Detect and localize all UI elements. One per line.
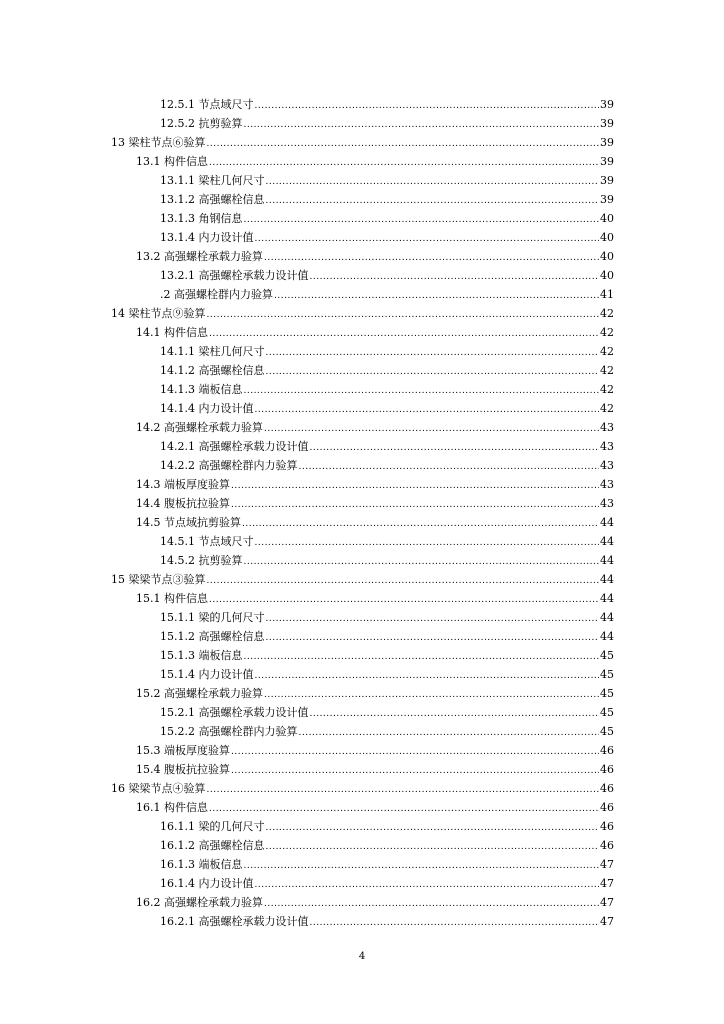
toc-entry-page: 40 [600,250,614,263]
toc-entry[interactable] [0,456,724,475]
toc-entry[interactable] [0,323,724,342]
toc-entry-page: 44 [600,573,614,586]
toc-entry-page: 47 [600,896,614,909]
toc-entry-page: 44 [600,611,614,624]
toc-entry-page: 40 [600,269,614,282]
toc-entry-page: 42 [600,364,614,377]
toc-entry-title: 14 梁柱节点⑨验算 [111,307,206,320]
toc-entry-title: 14.2 高强螺栓承载力验算 [136,421,263,434]
toc-entry[interactable] [0,684,724,703]
toc-entry-page: 45 [600,706,614,719]
toc-entry-page: 43 [600,497,614,510]
toc-entry-page: 44 [600,516,614,529]
toc-entry-page: 39 [600,136,614,149]
toc-entry[interactable] [0,171,724,190]
toc-entry-page: 42 [600,345,614,358]
toc-entry-title: 14.1.4 内力设计值 [160,402,254,415]
toc-entry-page: 42 [600,402,614,415]
toc-entry[interactable] [0,760,724,779]
toc-entry-page: 45 [600,668,614,681]
toc-entry-page: 46 [600,839,614,852]
toc-entry[interactable] [0,361,724,380]
toc-entry-title: 16.1.2 高强螺栓信息 [160,839,265,852]
toc-entry-page: 39 [600,98,614,111]
toc-entry[interactable] [0,95,724,114]
toc-entry-title: 14.2.1 高强螺栓承载力设计值 [160,440,309,453]
table-of-contents [0,95,724,931]
toc-entry-title: 13.2 高强螺栓承载力验算 [136,250,263,263]
toc-entry[interactable] [0,874,724,893]
toc-entry-title: 14.2.2 高强螺栓群内力验算 [160,459,298,472]
toc-entry-page: 43 [600,440,614,453]
toc-entry-title: 13 梁柱节点⑥验算 [111,136,206,149]
toc-entry-title: 15.1 构件信息 [136,592,208,605]
toc-entry[interactable] [0,665,724,684]
toc-entry-page: 44 [600,535,614,548]
toc-entry[interactable] [0,627,724,646]
toc-entry[interactable] [0,114,724,133]
toc-entry-title: 14.5.2 抗剪验算 [160,554,243,567]
toc-entry[interactable] [0,722,724,741]
toc-entry-page: 46 [600,763,614,776]
toc-entry-title: 16 梁梁节点④验算 [111,782,206,795]
toc-entry-page: 46 [600,782,614,795]
toc-entry[interactable] [0,190,724,209]
page-number: 4 [358,951,366,962]
toc-entry-title: 16.1.4 内力设计值 [160,877,254,890]
toc-entry-title: 16.1 构件信息 [136,801,208,814]
toc-entry[interactable] [0,912,724,931]
toc-entry-title: 15.2 高强螺栓承载力验算 [136,687,263,700]
toc-entry[interactable] [0,893,724,912]
toc-leader-dots [309,914,599,933]
toc-entry-title: 13.1.4 内力设计值 [160,231,254,244]
toc-entry-title: 13.2.1 高强螺栓承载力设计值 [160,269,309,282]
toc-entry-page: 46 [600,744,614,757]
toc-entry-title: 12.5.2 抗剪验算 [160,117,243,130]
toc-entry[interactable] [0,532,724,551]
toc-entry[interactable] [0,304,724,323]
toc-entry-page: 41 [600,288,614,301]
toc-entry-page: 44 [600,592,614,605]
toc-entry-title: 13.1.2 高强螺栓信息 [160,193,265,206]
toc-entry[interactable] [0,817,724,836]
toc-entry-title: 15.1.3 端板信息 [160,649,243,662]
toc-entry-title: 15.2.1 高强螺栓承载力设计值 [160,706,309,719]
toc-entry-page: 39 [600,193,614,206]
toc-entry[interactable] [0,646,724,665]
toc-entry[interactable] [0,399,724,418]
toc-entry-title: .2 高强螺栓群内力验算 [160,288,273,301]
toc-entry-page: 47 [600,877,614,890]
toc-entry-page: 39 [600,174,614,187]
toc-entry[interactable] [0,589,724,608]
toc-entry[interactable] [0,285,724,304]
toc-entry-page: 42 [600,326,614,339]
toc-entry-title: 14.3 端板厚度验算 [136,478,230,491]
toc-entry-title: 12.5.1 节点域尺寸 [160,98,254,111]
toc-entry-page: 45 [600,687,614,700]
toc-entry[interactable] [0,342,724,361]
toc-entry-page: 42 [600,383,614,396]
toc-entry-title: 15.3 端板厚度验算 [136,744,230,757]
toc-entry-page: 42 [600,307,614,320]
toc-entry-title: 15 梁梁节点③验算 [111,573,206,586]
toc-entry[interactable] [0,836,724,855]
toc-entry-title: 13.1.3 角钢信息 [160,212,243,225]
toc-entry[interactable] [0,266,724,285]
toc-entry-page: 40 [600,231,614,244]
toc-entry-page: 47 [600,858,614,871]
toc-entry-page: 45 [600,649,614,662]
toc-entry[interactable] [0,779,724,798]
toc-entry[interactable] [0,855,724,874]
toc-entry-title: 16.2 高强螺栓承载力验算 [136,896,263,909]
toc-entry-title: 16.2.1 高强螺栓承载力设计值 [160,915,309,928]
toc-entry[interactable] [0,798,724,817]
toc-entry-page: 44 [600,630,614,643]
toc-entry-title: 14.1 构件信息 [136,326,208,339]
toc-entry-title: 15.1.4 内力设计值 [160,668,254,681]
toc-entry[interactable] [0,228,724,247]
toc-entry-page: 46 [600,820,614,833]
toc-entry-title: 14.1.3 端板信息 [160,383,243,396]
toc-entry[interactable] [0,133,724,152]
toc-entry-title: 14.5.1 节点域尺寸 [160,535,254,548]
toc-entry-title: 13.1 构件信息 [136,155,208,168]
toc-entry[interactable] [0,209,724,228]
toc-entry-title: 16.1.3 端板信息 [160,858,243,871]
toc-entry[interactable] [0,513,724,532]
toc-entry-page: 45 [600,725,614,738]
toc-entry[interactable] [0,475,724,494]
toc-entry[interactable] [0,380,724,399]
toc-entry-page: 44 [600,554,614,567]
toc-entry-title: 13.1.1 梁柱几何尺寸 [160,174,265,187]
toc-entry-page: 47 [600,915,614,928]
toc-entry-page: 43 [600,421,614,434]
toc-entry-title: 15.1.1 梁的几何尺寸 [160,611,265,624]
toc-entry[interactable] [0,418,724,437]
toc-entry-title: 15.1.2 高强螺栓信息 [160,630,265,643]
toc-entry-page: 43 [600,459,614,472]
toc-entry[interactable] [0,551,724,570]
toc-entry[interactable] [0,247,724,266]
toc-entry-page: 39 [600,117,614,130]
toc-entry-page: 46 [600,801,614,814]
toc-entry-title: 14.1.2 高强螺栓信息 [160,364,265,377]
toc-entry-title: 14.4 腹板抗拉验算 [136,497,230,510]
toc-entry-title: 15.4 腹板抗拉验算 [136,763,230,776]
toc-entry-title: 14.1.1 梁柱几何尺寸 [160,345,265,358]
toc-entry[interactable] [0,494,724,513]
toc-entry[interactable] [0,570,724,589]
toc-entry-page: 43 [600,478,614,491]
toc-entry[interactable] [0,741,724,760]
toc-entry[interactable] [0,703,724,722]
toc-entry-title: 14.5 节点域抗剪验算 [136,516,241,529]
toc-entry[interactable] [0,437,724,456]
toc-entry-page: 40 [600,212,614,225]
toc-entry[interactable] [0,608,724,627]
toc-entry-title: 15.2.2 高强螺栓群内力验算 [160,725,298,738]
toc-entry-title: 16.1.1 梁的几何尺寸 [160,820,265,833]
toc-entry[interactable] [0,152,724,171]
toc-entry-page: 39 [600,155,614,168]
